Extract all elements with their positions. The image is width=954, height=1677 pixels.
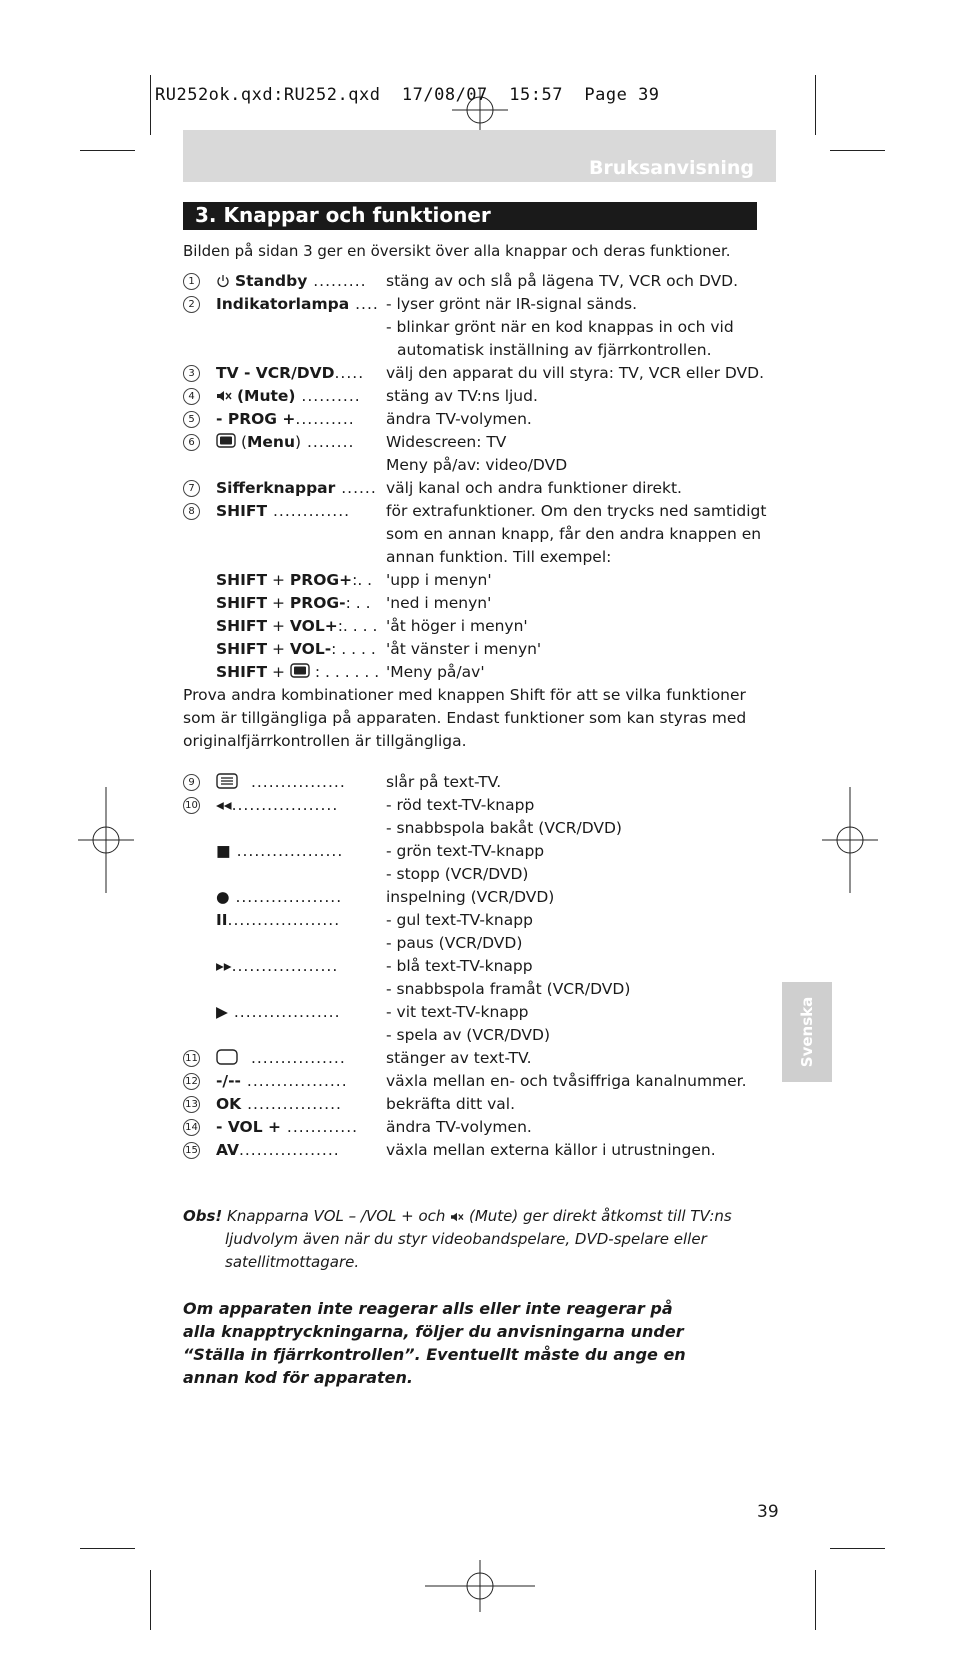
- item-key: TV - VCR/DVD: [216, 364, 335, 382]
- menu-icon: [216, 433, 236, 449]
- item-desc: stänger av text-TV.: [386, 1049, 532, 1067]
- item-number: 2: [183, 296, 200, 313]
- registration-mark-right: [820, 785, 880, 895]
- list-item: ● .................. inspelning (VCR/DVD): [183, 886, 783, 909]
- item-desc: för extrafunktioner. Om den trycks ned samtidigt: [386, 502, 767, 520]
- page-number: 39: [757, 1502, 779, 1522]
- item-number: 6: [183, 434, 200, 451]
- item-number: 11: [183, 1050, 200, 1067]
- item-desc: - paus (VCR/DVD): [386, 934, 523, 952]
- item-key: (Mute): [236, 387, 296, 405]
- item-key: - VOL +: [216, 1118, 281, 1136]
- mute-icon: [450, 1211, 464, 1223]
- item-desc: - blå text-TV-knapp: [386, 957, 533, 975]
- item-desc: annan funktion. Till exempel:: [386, 548, 612, 566]
- language-tab-label: Svenska: [798, 996, 816, 1068]
- teletext-off-icon: [216, 1049, 238, 1065]
- note-block: Obs! Knapparna VOL – /VOL + och (Mute) ger direkt åtkomst till TV:ns ljudvolym även när du styr videobandspelare, DVD-spelare eller satellitmottagare.: [183, 1207, 732, 1271]
- item-desc: välj kanal och andra funktioner direkt.: [386, 479, 682, 497]
- section-heading-bar: [183, 202, 757, 230]
- item-number: 14: [183, 1119, 200, 1136]
- list-item: 1 Standby ......... stäng av och slå på lägena TV, VCR och DVD.: [183, 270, 783, 293]
- item-desc: växla mellan en- och tvåsiffriga kanalnummer.: [386, 1072, 747, 1090]
- button-list: [183, 270, 783, 1162]
- item-number: 4: [183, 388, 200, 405]
- shift-example: SHIFT + VOL+:. . . . 'åt höger i menyn': [216, 617, 528, 635]
- crop-mark: [80, 1548, 135, 1549]
- header-band: [183, 130, 776, 182]
- item-key: -/--: [216, 1072, 241, 1090]
- item-desc: - grön text-TV-knapp: [386, 842, 545, 860]
- item-desc: automatisk inställning av fjärrkontrollen.: [397, 341, 712, 359]
- item-desc: - stopp (VCR/DVD): [386, 865, 529, 883]
- header-title: Bruksanvisning: [588, 157, 754, 179]
- item-desc: - gul text-TV-knapp: [386, 911, 533, 929]
- item-desc: - röd text-TV-knapp: [386, 796, 535, 814]
- item-desc: växla mellan externa källor i utrustningen.: [386, 1141, 716, 1159]
- list-item: II................... - gul text-TV-knapp: [183, 909, 783, 932]
- fast-forward-icon: ▸▸: [216, 957, 232, 975]
- list-item: 14 - VOL + ............ ändra TV-volymen.: [183, 1116, 783, 1139]
- intro-text: Bilden på sidan 3 ger en översikt över alla knappar och deras funktioner.: [183, 242, 731, 260]
- record-icon: ●: [216, 888, 230, 906]
- language-tab: [782, 982, 832, 1082]
- list-item: 6 (Menu) ........ Widescreen: TV: [183, 431, 783, 454]
- item-number: 5: [183, 411, 200, 428]
- list-item: ▸▸.................. - blå text-TV-knapp: [183, 955, 783, 978]
- menu-icon: [290, 663, 310, 679]
- rewind-icon: ◂◂: [216, 796, 232, 814]
- item-desc: ändra TV-volymen.: [386, 1118, 532, 1136]
- item-desc: Meny på/av: video/DVD: [386, 456, 568, 474]
- print-slug: RU252ok.qxd:RU252.qxd 17/08/07 15:57 Page 39: [155, 85, 660, 105]
- item-number: 9: [183, 774, 200, 791]
- play-icon: ▶: [216, 1003, 228, 1021]
- item-key: Indikatorlampa: [216, 295, 350, 313]
- section-title: 3. Knappar och funktioner: [195, 203, 491, 227]
- list-item: 4 (Mute) .......... stäng av TV:ns ljud.: [183, 385, 783, 408]
- item-number: 1: [183, 273, 200, 290]
- list-item: 10 ◂◂.................. - röd text-TV-knapp: [183, 794, 783, 817]
- list-item: ▶ .................. - vit text-TV-knapp: [183, 1001, 783, 1024]
- shift-example: SHIFT + PROG+:. . 'upp i menyn': [216, 571, 492, 589]
- item-number: 13: [183, 1096, 200, 1113]
- item-number: 8: [183, 503, 200, 520]
- item-key: Standby: [234, 272, 308, 290]
- list-item: 5 - PROG +.......... ändra TV-volymen.: [183, 408, 783, 431]
- item-desc: stäng av och slå på lägena TV, VCR och DVD.: [386, 272, 739, 290]
- item-desc: - spela av (VCR/DVD): [386, 1026, 551, 1044]
- item-desc: - snabbspola framåt (VCR/DVD): [386, 980, 631, 998]
- item-desc: Widescreen: TV: [386, 433, 507, 451]
- list-item: 15 AV................. växla mellan externa källor i utrustningen.: [183, 1139, 783, 1162]
- item-desc: - vit text-TV-knapp: [386, 1003, 529, 1021]
- list-item: 11 ................ stänger av text-TV.: [183, 1047, 783, 1070]
- stop-icon: ■: [216, 842, 231, 860]
- item-desc: - lyser grönt när IR-signal sänds.: [386, 295, 638, 313]
- crop-mark: [830, 1548, 885, 1549]
- item-desc: som en annan knapp, får den andra knappen en: [386, 525, 762, 543]
- list-item: 2 Indikatorlampa .... - lyser grönt när IR-signal sänds.: [183, 293, 783, 316]
- item-desc: slår på text-TV.: [386, 773, 502, 791]
- shift-example: SHIFT + VOL-: . . . . 'åt vänster i menyn': [216, 640, 542, 658]
- item-key: OK: [216, 1095, 242, 1113]
- item-number: 15: [183, 1142, 200, 1159]
- item-number: 7: [183, 480, 200, 497]
- warning-text: Om apparaten inte reagerar alls eller inte reagerar på alla knapptryckningarna, följer du anvisningarna under “Ställa in fjärrkontrollen”. Eventuellt måste du ange en annan kod för apparaten.: [183, 1299, 686, 1387]
- item-key: Sifferknappar: [216, 479, 336, 497]
- item-number: 3: [183, 365, 200, 382]
- crop-mark: [150, 75, 151, 135]
- item-desc: inspelning (VCR/DVD): [386, 888, 555, 906]
- crop-mark: [815, 1570, 816, 1630]
- registration-mark-left: [76, 785, 136, 895]
- item-key: Menu: [247, 433, 296, 451]
- crop-mark: [80, 150, 135, 151]
- list-item: 8 SHIFT ............. för extrafunktioner. Om den trycks ned samtidigt: [183, 500, 783, 523]
- crop-mark: [815, 75, 816, 135]
- item-key: SHIFT: [216, 502, 268, 520]
- item-desc: bekräfta ditt val.: [386, 1095, 516, 1113]
- item-desc: stäng av TV:ns ljud.: [386, 387, 538, 405]
- item-key: - PROG +: [216, 410, 296, 428]
- shift-paragraph: Prova andra kombinationer med knappen Shift för att se vilka funktioner som är tillgängliga på apparaten. Endast funktioner som kan styras med originalfjärrkontrollen är tillgängliga.: [183, 686, 747, 750]
- item-desc: - blinkar grönt när en kod knappas in och vid: [386, 318, 734, 336]
- power-icon: [216, 274, 230, 288]
- item-key: AV: [216, 1141, 239, 1159]
- shift-example: SHIFT + PROG-: . . 'ned i menyn': [216, 594, 492, 612]
- crop-mark: [830, 150, 885, 151]
- item-number: 10: [183, 797, 200, 814]
- list-item: 13 OK ................ bekräfta ditt val.: [183, 1093, 783, 1116]
- list-item: ■ .................. - grön text-TV-knapp: [183, 840, 783, 863]
- item-desc: - snabbspola bakåt (VCR/DVD): [386, 819, 622, 837]
- crop-mark: [150, 1570, 151, 1630]
- shift-example: SHIFT + : . . . . . . 'Meny på/av': [216, 663, 485, 681]
- list-item: 7 Sifferknappar ...... välj kanal och andra funktioner direkt.: [183, 477, 783, 500]
- list-item: 9 ................ slår på text-TV.: [183, 771, 783, 794]
- list-item: 3 TV - VCR/DVD..... välj den apparat du vill styra: TV, VCR eller DVD.: [183, 362, 783, 385]
- note-label: Obs!: [183, 1207, 223, 1225]
- pause-icon: II: [216, 911, 228, 929]
- item-desc: ändra TV-volymen.: [386, 410, 532, 428]
- item-desc: välj den apparat du vill styra: TV, VCR eller DVD.: [386, 364, 765, 382]
- registration-mark-bottom: [420, 1556, 540, 1616]
- item-number: 12: [183, 1073, 200, 1090]
- list-item: 12 -/-- ................. växla mellan en- och tvåsiffriga kanalnummer.: [183, 1070, 783, 1093]
- teletext-on-icon: [216, 773, 238, 789]
- mute-icon: [216, 389, 232, 403]
